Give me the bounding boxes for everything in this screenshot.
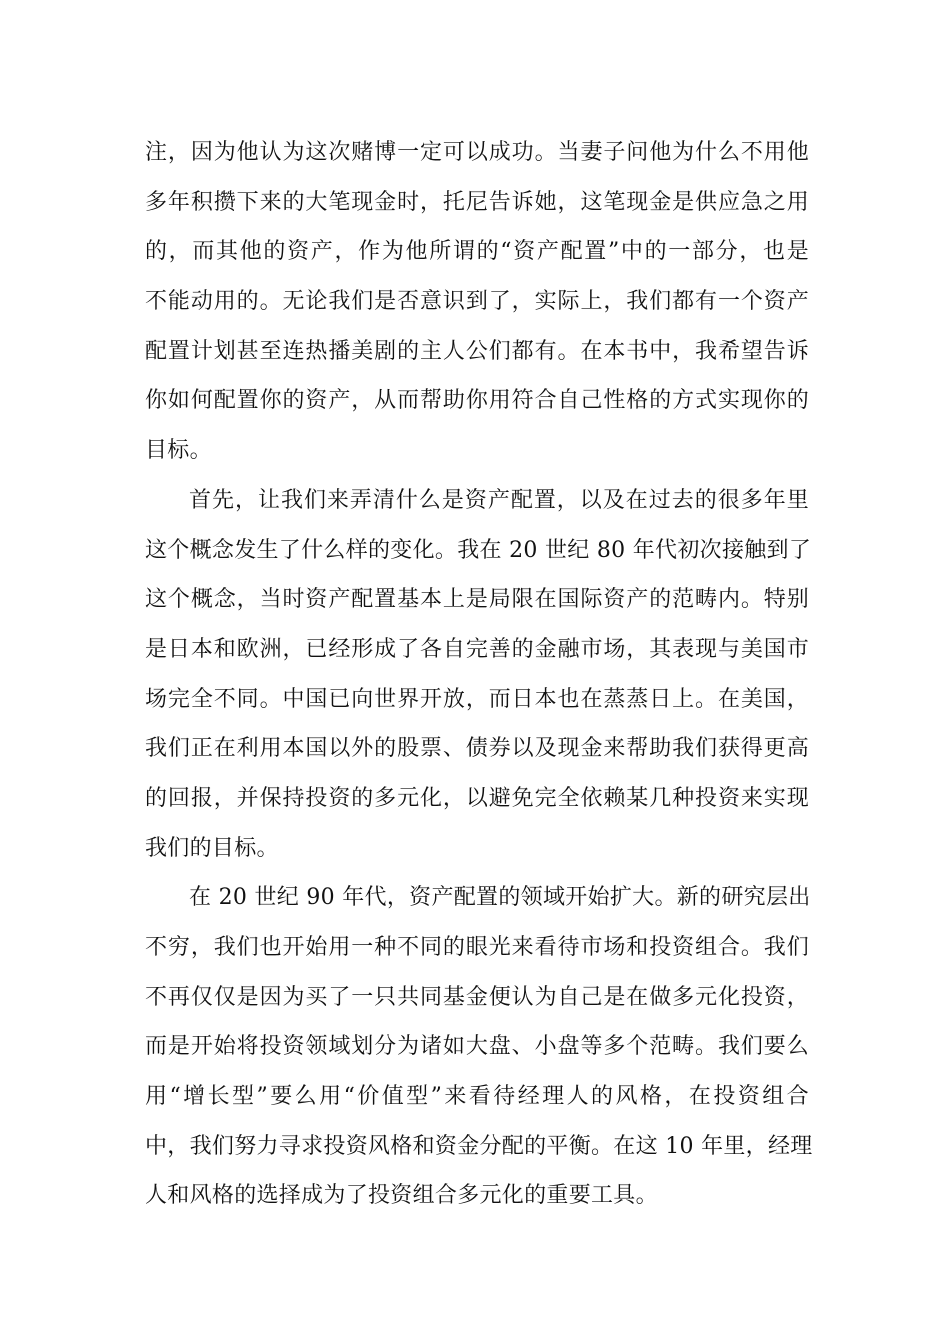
paragraph-3-line-3: 不再仅仅是因为买了一只共同基金便认为自己是在做多元化投资， bbox=[145, 984, 809, 1010]
paragraph-1-line-3: 的，而其他的资产，作为他所谓的“资产配置”中的一部分，也是 bbox=[145, 239, 809, 265]
paragraph-2-line-7: 的回报，并保持投资的多元化，以避免完全依赖某几种投资来实现 bbox=[145, 785, 809, 811]
paragraph-3-line-4: 而是开始将投资领域划分为诸如大盘、小盘等多个范畴。我们要么 bbox=[145, 1034, 809, 1060]
paragraph-3-line-5: 用“增长型”要么用“价值型”来看待经理人的风格，在投资组合 bbox=[145, 1084, 809, 1110]
paragraph-2-line-6: 我们正在利用本国以外的股票、债券以及现金来帮助我们获得更高 bbox=[145, 736, 809, 762]
paragraph-1-line-4: 不能动用的。无论我们是否意识到了，实际上，我们都有一个资产 bbox=[145, 289, 809, 315]
paragraph-3-line-7: 人和风格的选择成为了投资组合多元化的重要工具。 bbox=[145, 1183, 658, 1209]
paragraph-2-line-5: 场完全不同。中国已向世界开放，而日本也在蒸蒸日上。在美国， bbox=[145, 686, 809, 712]
paragraph-3-line-1: 在 20 世纪 90 年代，资产配置的领域开始扩大。新的研究层出 bbox=[189, 885, 811, 911]
paragraph-1-line-5: 配置计划甚至连热播美剧的主人公们都有。在本书中，我希望告诉 bbox=[145, 338, 809, 364]
paragraph-2-line-8: 我们的目标。 bbox=[145, 835, 279, 861]
paragraph-1-line-1: 注，因为他认为这次赌博一定可以成功。当妻子问他为什么不用他 bbox=[145, 140, 809, 165]
paragraph-3-line-6: 中，我们努力寻求投资风格和资金分配的平衡。在这 10 年里，经理 bbox=[145, 1133, 813, 1159]
paragraph-3-line-2: 不穷，我们也开始用一种不同的眼光来看待市场和投资组合。我们 bbox=[145, 935, 809, 960]
paragraph-2-line-4: 是日本和欧洲，已经形成了各自完善的金融市场，其表现与美国市 bbox=[145, 636, 809, 662]
paragraph-1-line-7: 目标。 bbox=[145, 438, 212, 464]
paragraph-1-line-2: 多年积攒下来的大笔现金时，托尼告诉她，这笔现金是供应急之用 bbox=[145, 189, 809, 215]
paragraph-1-line-6: 你如何配置你的资产，从而帮助你用符合自己性格的方式实现你的 bbox=[145, 388, 809, 414]
paragraph-2-line-2: 这个概念发生了什么样的变化。我在 20 世纪 80 年代初次接触到了 bbox=[145, 537, 812, 563]
paragraph-2-line-3: 这个概念，当时资产配置基本上是局限在国际资产的范畴内。特别 bbox=[145, 587, 809, 613]
body-text bbox=[145, 128, 813, 1221]
paragraph-2-line-1: 首先，让我们来弄清什么是资产配置，以及在过去的很多年里 bbox=[189, 487, 809, 513]
